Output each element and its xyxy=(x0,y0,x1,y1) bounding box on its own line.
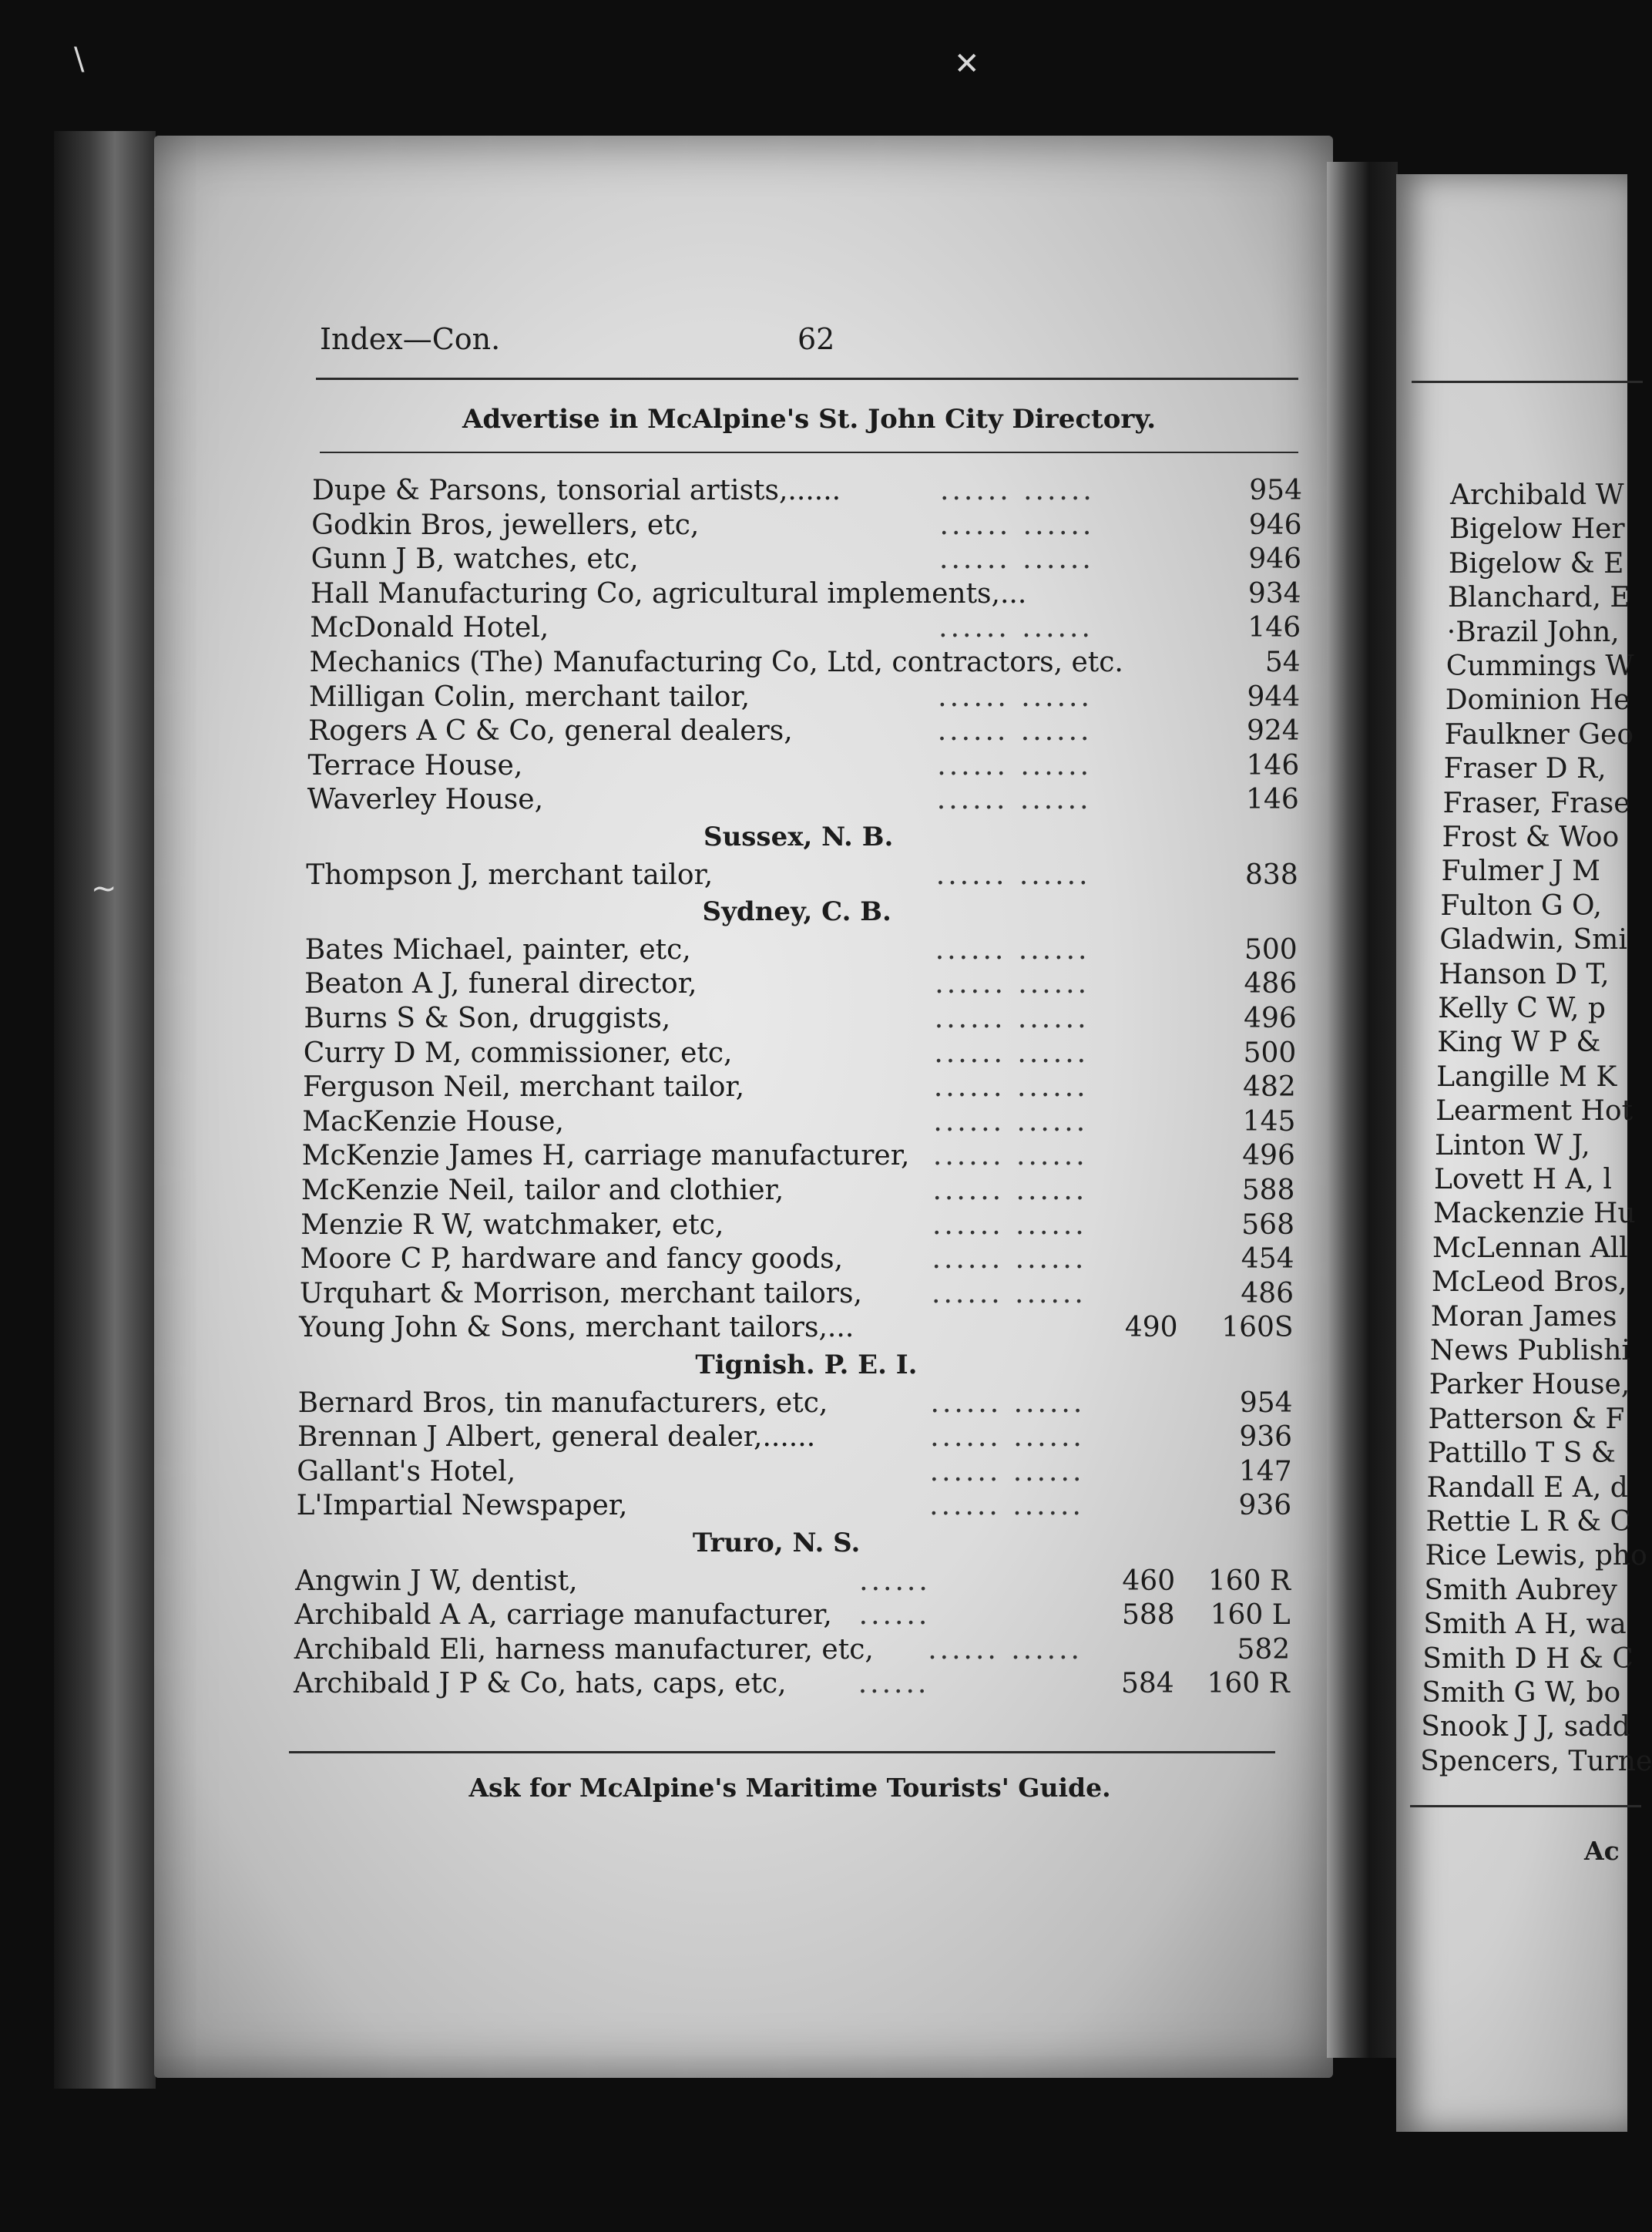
entry-name: Bates Michael, painter, etc, xyxy=(304,933,691,966)
right-page-entry: Snook J J, sadd xyxy=(1421,1711,1630,1743)
section-heading: Tignish. P. E. I. xyxy=(695,1350,918,1380)
entry-name: Milligan Colin, merchant tailor, xyxy=(308,681,750,713)
entry-name: McKenzie Neil, tailor and clothier, xyxy=(301,1175,784,1206)
entry-page: 490 xyxy=(1124,1312,1178,1344)
right-page-entry: Bigelow & E xyxy=(1448,547,1624,580)
entry-page: 924 xyxy=(1246,715,1300,748)
right-page-entry: Mackenzie Hu xyxy=(1432,1198,1636,1230)
leader-dots: ...... ...... xyxy=(932,1175,1088,1206)
right-page-entry: Spencers, Turne xyxy=(1420,1745,1652,1777)
index-entry xyxy=(301,1175,1295,1208)
index-entry xyxy=(304,968,1297,1002)
leader-dots: ...... ...... xyxy=(932,1208,1087,1241)
right-page-entry: Frost & Woo xyxy=(1442,822,1620,853)
entry-name: Ferguson Neil, merchant tailor, xyxy=(302,1071,745,1104)
entry-name: Moore C P, hardware and fancy goods, xyxy=(300,1243,844,1276)
entry-name: MacKenzie House, xyxy=(302,1105,564,1138)
entry-page-secondary: 160S xyxy=(1221,1312,1294,1344)
index-entry xyxy=(302,1140,1295,1174)
index-entry xyxy=(295,1565,1291,1599)
entry-name: Gallant's Hotel, xyxy=(297,1455,516,1487)
entry-name: Brennan J Albert, general dealer,...... xyxy=(297,1421,816,1454)
index-entry xyxy=(294,1634,1291,1668)
index-entry xyxy=(301,1243,1294,1277)
index-entry xyxy=(303,1071,1296,1105)
leader-dots: ...... xyxy=(858,1599,931,1632)
entry-name: Waverley House, xyxy=(307,784,544,816)
entry-name: Beaton A J, funeral director, xyxy=(304,968,697,1000)
right-page-entry: Smith G W, bo xyxy=(1422,1677,1621,1709)
entry-name: Rogers A C & Co, general dealers, xyxy=(308,715,793,748)
entry-name: Archibald A A, carriage manufacturer, xyxy=(294,1599,832,1632)
right-page-entry: Kelly C W, p xyxy=(1438,993,1606,1024)
index-entry xyxy=(297,1490,1292,1524)
right-page-entry: McLeod Bros, xyxy=(1431,1266,1627,1299)
entry-name: Angwin J W, dentist, xyxy=(295,1565,578,1597)
entry-page-secondary: 160 L xyxy=(1210,1599,1291,1632)
right-page-entry: Smith A H, wa xyxy=(1423,1608,1627,1641)
leader-dots: ...... ...... xyxy=(930,1387,1086,1419)
entry-name: Burns S & Son, druggists, xyxy=(304,1003,671,1034)
leader-dots: ...... ...... xyxy=(933,1105,1089,1138)
leader-dots: ...... ...... xyxy=(935,968,1090,1000)
entry-page-secondary: 160 R xyxy=(1207,1668,1290,1700)
entry-name: Dupe & Parsons, tonsorial artists,...... xyxy=(312,475,841,506)
right-page-entry: Faulkner Geo xyxy=(1444,718,1634,751)
right-page-entry: Moran James xyxy=(1430,1300,1617,1333)
entry-page: 946 xyxy=(1248,509,1302,541)
page-number: 62 xyxy=(797,322,835,356)
leader-dots: ...... xyxy=(858,1668,930,1700)
index-entry xyxy=(306,859,1298,893)
leader-dots: ...... xyxy=(859,1565,931,1597)
index-entry xyxy=(301,1209,1294,1243)
entry-page-secondary: 160 R xyxy=(1207,1565,1291,1597)
index-entry xyxy=(308,715,1300,749)
entry-page: 934 xyxy=(1247,577,1301,610)
right-page-entry: Parker House, xyxy=(1429,1369,1630,1401)
index-entry xyxy=(307,784,1299,818)
index-entry xyxy=(311,509,1301,543)
index-entry xyxy=(307,750,1299,784)
entry-page: 54 xyxy=(1264,647,1301,678)
entry-name: McKenzie James H, carriage manufacturer, xyxy=(301,1140,910,1172)
right-page-entry: Hanson D T, xyxy=(1439,958,1610,990)
scratch-mark: \ xyxy=(74,42,85,77)
leader-dots: ...... ...... xyxy=(937,749,1093,782)
index-entry xyxy=(298,1387,1293,1421)
entry-page: 496 xyxy=(1244,1003,1297,1034)
scratch-mark: ✕ xyxy=(954,46,980,82)
entry-page: 838 xyxy=(1245,859,1298,891)
entry-page: 486 xyxy=(1241,1277,1294,1309)
leader-dots: ...... ...... xyxy=(940,475,1095,506)
entry-name: Gunn J B, watches, etc, xyxy=(311,543,639,576)
right-page-entry: Fraser D R, xyxy=(1443,753,1607,785)
entry-page: 460 xyxy=(1122,1565,1176,1597)
right-page-entry: Rice Lewis, pho xyxy=(1425,1540,1647,1572)
entry-page: 954 xyxy=(1239,1387,1293,1419)
leader-dots: ...... ...... xyxy=(936,784,1092,816)
tourists-guide-banner: Ask for McAlpine's Maritime Tourists' Guide. xyxy=(468,1773,1111,1803)
right-page-footer: Ac xyxy=(1584,1836,1620,1866)
entry-page: 946 xyxy=(1248,543,1302,576)
index-entry xyxy=(304,1037,1297,1071)
leader-dots: ...... ...... xyxy=(939,543,1094,576)
index-entry xyxy=(312,475,1302,509)
entry-name: McDonald Hotel, xyxy=(310,612,549,644)
right-page-entry: King W P & xyxy=(1437,1027,1601,1059)
entry-page: 584 xyxy=(1121,1668,1174,1700)
entry-name: Archibald J P & Co, hats, caps, etc, xyxy=(293,1668,787,1700)
leader-dots: ...... ...... xyxy=(932,1277,1086,1309)
entry-page: 588 xyxy=(1241,1175,1295,1206)
leader-dots: ...... ...... xyxy=(930,1421,1085,1454)
index-entry xyxy=(311,578,1301,612)
leader-dots: ...... ...... xyxy=(939,509,1095,541)
entry-page: 582 xyxy=(1237,1633,1291,1666)
entry-page: 146 xyxy=(1246,749,1300,782)
right-page-entry: Rettie L R & C xyxy=(1425,1506,1632,1538)
section-heading: Sussex, N. B. xyxy=(703,822,894,852)
entry-page: 147 xyxy=(1238,1455,1292,1487)
index-entry xyxy=(304,1003,1296,1037)
entry-page: 500 xyxy=(1243,1037,1297,1069)
leader-dots: ...... ...... xyxy=(928,1633,1083,1666)
entry-page: 145 xyxy=(1242,1105,1296,1138)
entry-page: 454 xyxy=(1241,1243,1294,1276)
entry-page: 936 xyxy=(1238,1490,1292,1522)
entry-name: Urquhart & Morrison, merchant tailors, xyxy=(299,1277,862,1309)
leader-dots: ...... ...... xyxy=(932,1140,1088,1172)
leader-dots: ...... ...... xyxy=(934,1037,1090,1069)
section-heading: Truro, N. S. xyxy=(692,1528,861,1558)
right-page-entry: Lovett H A, l xyxy=(1434,1164,1612,1195)
leader-dots: ...... ...... xyxy=(934,1003,1090,1034)
entry-page: 146 xyxy=(1246,784,1299,816)
index-entry xyxy=(294,1668,1290,1702)
entry-page: 954 xyxy=(1249,475,1302,506)
right-page-entry: Pattillo T S & xyxy=(1427,1437,1616,1470)
right-page-entry: Fulmer J M xyxy=(1441,855,1600,888)
entry-name: Bernard Bros, tin manufacturers, etc, xyxy=(297,1387,828,1419)
right-page-entry: McLennan All xyxy=(1432,1232,1628,1264)
right-page-entry: Bigelow Her xyxy=(1449,513,1625,546)
entry-name: Thompson J, merchant tailor, xyxy=(306,859,714,891)
entry-page: 486 xyxy=(1244,968,1298,1000)
index-entry xyxy=(311,543,1301,577)
advertise-banner: Advertise in McAlpine's St. John City Directory. xyxy=(462,404,1157,435)
entry-page: 568 xyxy=(1241,1208,1294,1241)
index-entry xyxy=(310,647,1301,681)
right-page-entry: Archibald W xyxy=(1450,479,1624,511)
entry-page: 588 xyxy=(1121,1599,1175,1632)
entry-page: 482 xyxy=(1243,1071,1296,1104)
entry-name: Archibald Eli, harness manufacturer, etc, xyxy=(294,1633,874,1666)
leader-dots: ...... ...... xyxy=(933,1071,1089,1104)
entry-name: Godkin Bros, jewellers, etc, xyxy=(311,509,700,541)
right-page-entry: Fraser, Frase xyxy=(1442,787,1630,819)
leader-dots: ...... ...... xyxy=(938,681,1093,713)
leader-dots: ...... ...... xyxy=(932,1243,1087,1276)
header-title: Index—Con. xyxy=(320,322,501,356)
scratch-mark: ~ xyxy=(91,871,117,906)
right-page-entry: Smith Aubrey xyxy=(1424,1574,1617,1606)
right-page-entry: Dominion He xyxy=(1445,684,1630,717)
index-entry xyxy=(302,1106,1295,1140)
right-page-entry: Patterson & F xyxy=(1428,1403,1625,1435)
right-page-entry: News Publishi xyxy=(1429,1335,1630,1366)
entry-page: 146 xyxy=(1247,612,1301,644)
right-page-entry: Smith D H & C xyxy=(1422,1642,1634,1675)
leader-dots: ...... ...... xyxy=(935,859,1091,891)
index-entry xyxy=(297,1421,1292,1455)
leader-dots: ...... ...... xyxy=(935,933,1090,966)
index-entry xyxy=(300,1278,1294,1312)
right-page-entry: Blanchard, E xyxy=(1447,582,1630,614)
right-page-entry: Gladwin, Smi xyxy=(1439,924,1627,956)
entry-page: 936 xyxy=(1239,1421,1293,1454)
section-heading: Sydney, C. B. xyxy=(702,896,891,928)
index-entry xyxy=(297,1456,1291,1490)
index-entry xyxy=(294,1599,1290,1633)
entry-name: L'Impartial Newspaper, xyxy=(296,1490,628,1522)
leader-dots: ...... ...... xyxy=(937,715,1093,748)
leader-dots: ...... ...... xyxy=(938,612,1093,644)
right-page-entry: Linton W J, xyxy=(1435,1129,1590,1161)
entry-page: 496 xyxy=(1242,1140,1295,1172)
index-entry xyxy=(310,612,1301,646)
entry-page: 944 xyxy=(1247,681,1301,713)
entry-name: Young John & Sons, merchant tailors,... xyxy=(299,1312,855,1344)
right-page-entry: Langille M K xyxy=(1436,1061,1617,1093)
leader-dots: ...... ...... xyxy=(929,1455,1085,1487)
leader-dots: ...... ...... xyxy=(929,1490,1084,1522)
right-page-entry: Cummings W xyxy=(1446,650,1634,682)
entry-name: Terrace House, xyxy=(307,749,523,782)
index-entry xyxy=(309,681,1300,715)
entry-name: Hall Manufacturing Co, agricultural implements,... xyxy=(310,577,1027,610)
entry-page: 500 xyxy=(1244,933,1298,966)
entry-name: Curry D M, commissioner, etc, xyxy=(303,1037,733,1069)
index-entry xyxy=(305,934,1298,968)
right-page-entry: Randall E A, d xyxy=(1426,1471,1628,1504)
entry-name: Menzie R W, watchmaker, etc, xyxy=(301,1208,724,1241)
footer-rule xyxy=(289,1751,1275,1753)
right-page-entry: Fulton G O, xyxy=(1440,889,1602,922)
right-page-entry: ·Brazil John, xyxy=(1446,616,1620,648)
right-page-entry: Learment Hot xyxy=(1435,1095,1634,1128)
index-entry xyxy=(299,1312,1293,1346)
entry-name: Mechanics (The) Manufacturing Co, Ltd, contractors, etc. xyxy=(309,647,1123,678)
